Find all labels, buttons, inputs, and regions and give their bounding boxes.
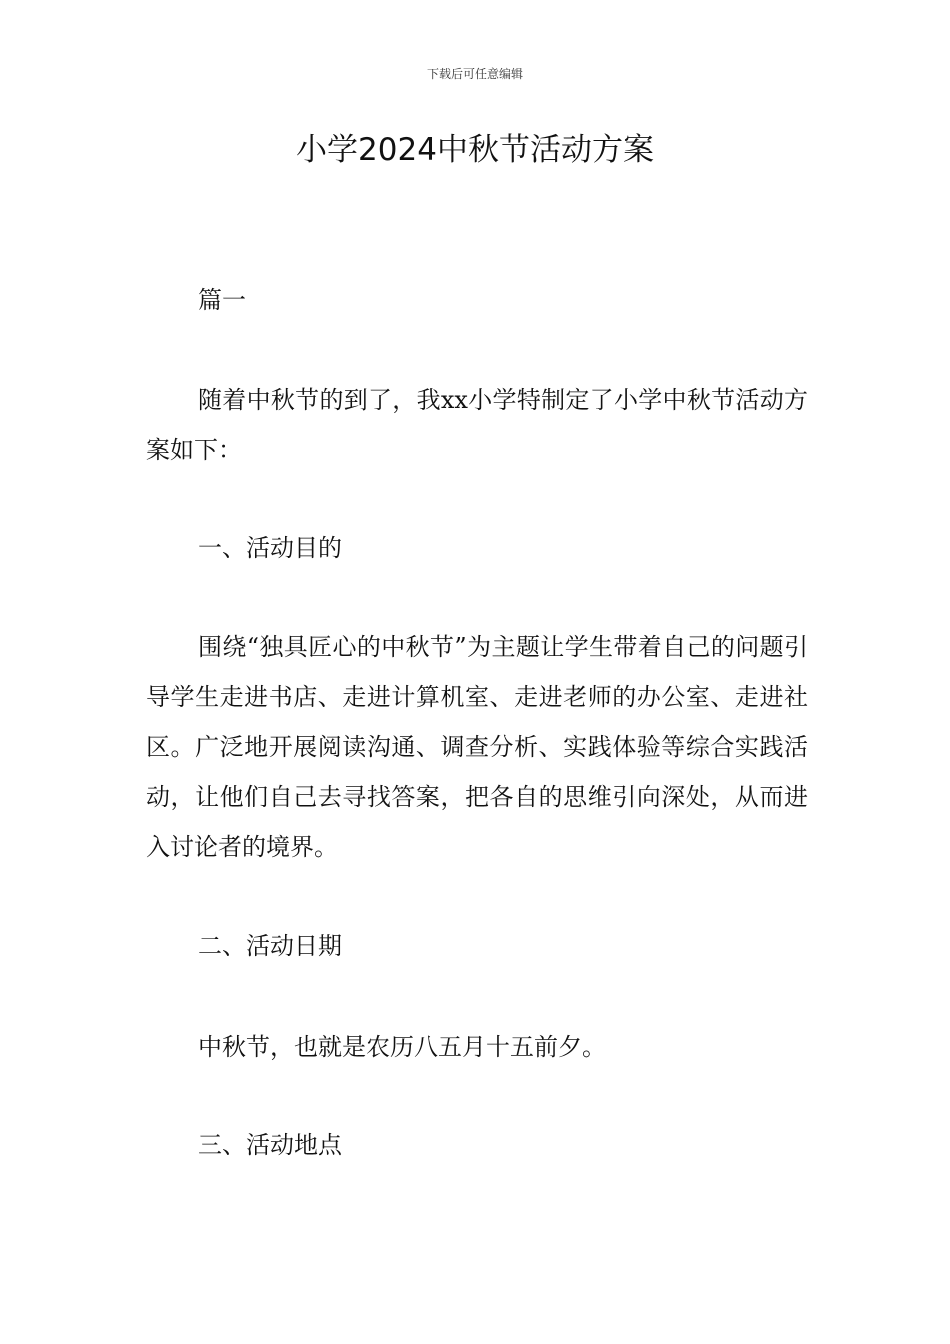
section-heading-purpose: 一、活动目的 [198, 534, 342, 562]
page-header-note: 下载后可任意编辑 [426, 67, 523, 81]
part-label: 篇一 [198, 286, 246, 314]
document-title: 小学2024中秋节活动方案 [296, 132, 654, 168]
section-body-date: 中秋节，也就是农历八五月十五前夕。 [198, 1033, 606, 1061]
intro-paragraph: 随着中秋节的到了，我xx小学特制定了小学中秋节活动方案如下： [146, 386, 808, 464]
section-heading-location: 三、活动地点 [198, 1131, 342, 1159]
section-heading-date: 二、活动日期 [198, 932, 342, 960]
section-body-purpose: 围绕“独具匠心的中秋节”为主题让学生带着自己的问题引导学生走进书店、走进计算机室、走进老师的办公室、走进社区。广泛地开展阅读沟通、调查分析、实践体验等综合实践活动，让他们自己去寻找答案，把各自的思维引向深处，从而进入讨论者的境界。 [146, 633, 808, 861]
